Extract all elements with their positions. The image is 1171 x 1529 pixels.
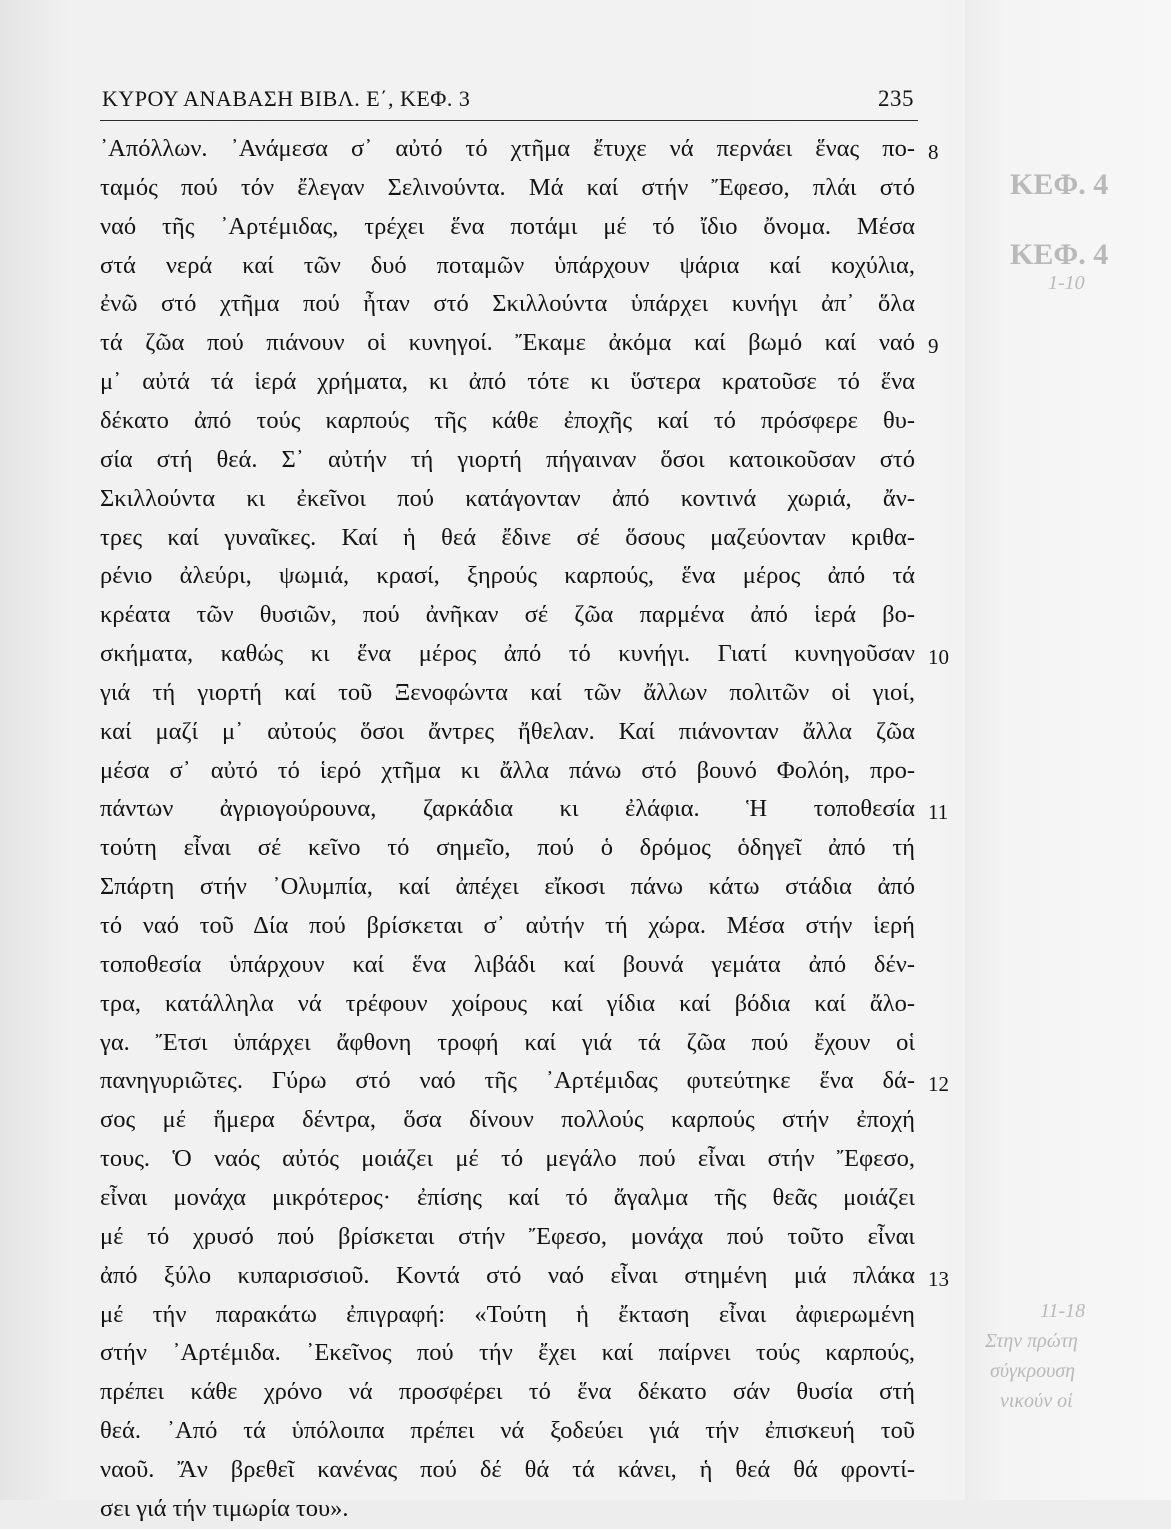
- text-line: μ᾿ αὐτά τά ἱερά χρήματα, κι ἀπό τότε κι ὕστερα κρατοῦσε τό ἕνα: [100, 368, 915, 396]
- text-line: ἐνῶ στό χτῆμα πού ἦταν στό Σκιλλούντα ὑπάρχει κυνήγι ἀπ᾿ ὅλα: [100, 290, 915, 318]
- bleed-range-bottom: 11-18: [1040, 1300, 1086, 1322]
- facing-page-bleed-area: [965, 0, 1171, 1500]
- text-line: μέ τήν παρακάτω ἐπιγραφή: «Τούτη ἡ ἔκταση εἶναι ἀφιερωμένη: [100, 1300, 915, 1328]
- text-line: σκήματα, καθώς κι ἕνα μέρος ἀπό τό κυνήγι. Γιατί κυνηγοῦσαν: [100, 640, 915, 668]
- text-line: γιά τή γιορτή καί τοῦ Ξενοφώντα καί τῶν ἄλλων πολιτῶν οἱ γιοί,: [100, 678, 915, 706]
- text-line: πάντων ἀγριογούρουνα, ζαρκάδια κι ἐλάφια. Ἡ τοποθεσία: [100, 795, 915, 823]
- bleed-caption-1: Στην πρώτη: [985, 1330, 1078, 1352]
- text-line: Σπάρτη στήν ᾿Ολυμπία, καί ἀπέχει εἴκοσι πάνω κάτω στάδια ἀπό: [100, 873, 915, 901]
- bleed-range-top: 1-10: [1048, 272, 1085, 294]
- text-line: δέκατο ἀπό τούς καρπούς τῆς κάθε ἐποχῆς καί τό πρόσφερε θυ-: [100, 406, 915, 434]
- text-line: στήν ᾿Αρτέμιδα. ᾿Εκεῖνος πού τήν ἔχει καί παίρνει τούς καρπούς,: [100, 1339, 915, 1367]
- text-line: τά ζῶα πού πιάνουν οἱ κυνηγοί. Ἔκαμε ἀκόμα καί βωμό καί ναό: [100, 329, 915, 357]
- text-line: σος μέ ἥμερα δέντρα, ὅσα δίνουν πολλούς καρπούς στήν ἐποχή: [100, 1106, 915, 1134]
- paragraph-number: 13: [928, 1266, 949, 1291]
- text-line: κρέατα τῶν θυσιῶν, πού ἀνῆκαν σέ ζῶα παρμένα ἀπό ἱερά βο-: [100, 601, 915, 629]
- text-line: Σκιλλούντα κι ἐκεῖνοι πού κατάγονταν ἀπό κοντινά χωριά, ἄν-: [100, 484, 915, 512]
- text-line: ρένιο ἀλεύρι, ψωμιά, κρασί, ξηρούς καρπούς, ἕνα μέρος ἀπό τά: [100, 562, 915, 590]
- text-line: τοποθεσία ὑπάρχουν καί ἕνα λιβάδι καί βουνά γεμάτα ἀπό δέν-: [100, 950, 915, 978]
- paragraph-number: 8: [928, 140, 939, 164]
- text-line: στά νερά καί τῶν δυό ποταμῶν ὑπάρχουν ψάρια καί κοχύλια,: [100, 251, 915, 279]
- running-title: ΚΥΡΟΥ ΑΝΑΒΑΣΗ ΒΙΒΛ. Ε΄, ΚΕΦ. 3: [102, 86, 471, 111]
- paragraph-number: 11: [928, 800, 949, 825]
- text-line: τρα, κατάλληλα νά τρέφουν χοίρους καί γίδια καί βόδια καί ἄλο-: [100, 989, 915, 1017]
- text-line: σει γιά τήν τιμωρία του».: [100, 1494, 349, 1522]
- bleed-chapter-label: ΚΕΦ. 4: [1010, 168, 1109, 201]
- text-line: ᾿Απόλλων. ᾿Ανάμεσα σ᾿ αὐτό τό χτῆμα ἔτυχε νά περνάει ἕνας πο-: [100, 135, 915, 162]
- text-line: τό ναό τοῦ Δία πού βρίσκεται σ᾿ αὐτήν τή χώρα. Μέσα στήν ἱερή: [100, 912, 915, 939]
- paragraph-number: 10: [928, 645, 949, 670]
- paragraph-number: 9: [928, 334, 939, 359]
- text-line: σία στή θεά. Σ᾿ αὐτήν τή γιορτή πήγαιναν ὅσοι κατοικοῦσαν στό: [100, 445, 915, 473]
- text-line: μέ τό χρυσό πού βρίσκεται στήν Ἔφεσο, μονάχα πού τοῦτο εἶναι: [100, 1222, 915, 1250]
- text-line: εἶναι μονάχα μικρότερος· ἐπίσης καί τό ἄγαλμα τῆς θεᾶς μοιάζει: [100, 1183, 915, 1211]
- text-line: μέσα σ᾿ αὐτό τό ἱερό χτῆμα κι ἄλλα πάνω στό βουνό Φολόη, προ-: [100, 756, 915, 784]
- text-line: πρέπει κάθε χρόνο νά προσφέρει τό ἕνα δέκατο σάν θυσία στή: [100, 1378, 915, 1406]
- text-line: θεά. ᾿Από τά ὑπόλοιπα πρέπει νά ξοδεύει γιά τήν ἐπισκευή τοῦ: [100, 1417, 915, 1445]
- page-number: 235: [878, 86, 914, 111]
- running-header: [100, 82, 918, 118]
- paragraph-number: 12: [928, 1072, 949, 1097]
- text-line: ναό τῆς ᾿Αρτέμιδας, τρέχει ἕνα ποτάμι μέ τό ἴδιο ὄνομα. Μέσα: [100, 212, 915, 240]
- text-line: πανηγυριῶτες. Γύρω στό ναό τῆς ᾿Αρτέμιδας φυτεύτηκε ἕνα δά-: [100, 1067, 915, 1095]
- text-line: γα. Ἔτσι ὑπάρχει ἄφθονη τροφή καί γιά τά ζῶα πού ἔχουν οἱ: [100, 1028, 915, 1056]
- bleed-chapter-label-2: ΚΕΦ. 4: [1010, 238, 1109, 271]
- text-line: ταμός πού τόν ἔλεγαν Σελινούντα. Μά καί στήν Ἔφεσο, πλάι στό: [100, 173, 915, 201]
- text-line: τρες καί γυναῖκες. Καί ἡ θεά ἔδινε σέ ὅσους μαζεύονταν κριθα-: [100, 523, 915, 551]
- text-line: ἀπό ξύλο κυπαρισσιοῦ. Κοντά στό ναό εἶναι στημένη μιά πλάκα: [100, 1261, 915, 1289]
- text-line: ναοῦ. Ἄν βρεθεῖ κανένας πού δέ θά τά κάνει, ἡ θεά θά φροντί-: [100, 1455, 915, 1483]
- bleed-caption-3: νικούν οἱ: [1000, 1390, 1073, 1412]
- text-line: τους. Ὁ ναός αὐτός μοιάζει μέ τό μεγάλο πού εἶναι στήν Ἔφεσο,: [100, 1145, 915, 1173]
- bleed-caption-2: σύγκρουση: [990, 1360, 1076, 1382]
- header-rule: [100, 120, 918, 121]
- text-line: καί μαζί μ᾿ αὐτούς ὅσοι ἄντρες ἤθελαν. Καί πιάνονταν ἄλλα ζῶα: [100, 717, 915, 745]
- text-line: τούτη εἶναι σέ κεῖνο τό σημεῖο, πού ὁ δρόμος ὁδηγεῖ ἀπό τή: [100, 834, 915, 862]
